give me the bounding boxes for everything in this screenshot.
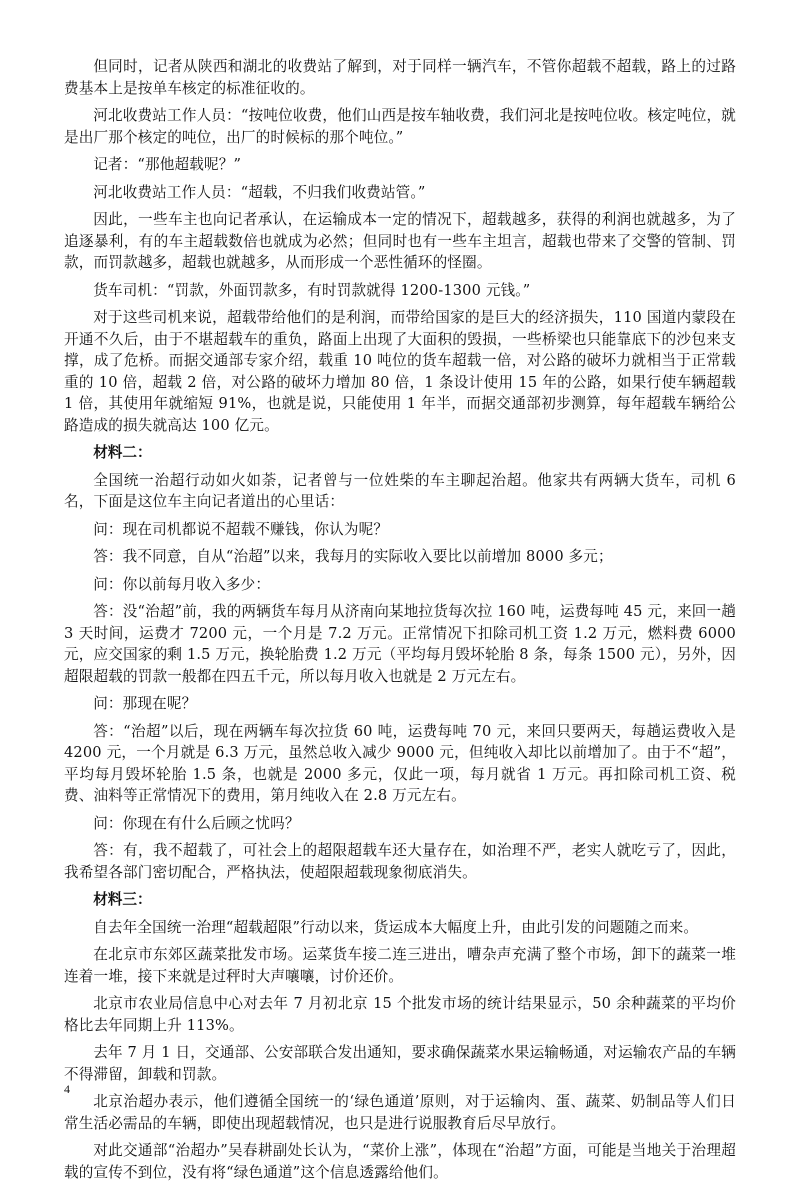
paragraph: 北京市农业局信息中心对去年 7 月初北京 15 个批发市场的统计结果显示，50 余种蔬菜的平均价格比去年同期上升 113%。 [64,995,736,1034]
page-number: 4 [64,1082,70,1096]
paragraph: 河北收费站工作人员：“按吨位收费，他们山西是按车轴收费，我们河北是按吨位收。核定吨位，就是出厂那个核定的吨位，出厂的时候标的那个吨位。” [64,107,736,146]
paragraph: 问：那现在呢？ [93,695,197,712]
paragraph: 在北京市东郊区蔬菜批发市场。运菜货车接二连三进出，嘈杂声充满了整个市场，卸下的蔬菜一堆连着一堆，接下来就是过秤时大声嚷嚷，讨价还价。 [64,946,736,985]
paragraph: 记者：“那他超载呢？” [93,156,242,173]
paragraph: 去年 7 月 1 日，交通部、公安部联合发出通知，要求确保蔬菜水果运输畅通，对运输农产品的车辆不得滞留，卸载和罚款。 [64,1044,736,1083]
paragraph: 答：没“治超”前，我的两辆货车每月从济南向某地拉货每次拉 160 吨，运费每吨 45 元，来回一趟 3 天时间，运费才 7200 元，一个月是 7.2 万元。正常情况下扣除司机工资 1.2 万元，燃料费 6000 元，应交国家的剩 1.5 万元，换轮胎费 1.2 万元（平均每月毁坏轮胎 8 条，每条 1500 元），另外，因超限超载的罚款一般都在四五千元，所以每月收入也就是 2 万元左右。 [64,603,736,685]
document-body [64,56,736,1189]
paragraph: 问：现在司机都说不超载不赚钱，你认为呢？ [93,520,389,538]
paragraph: 问：你现在有什么后顾之忧吗？ [93,814,300,832]
paragraph: 对此交通部“治超办”吴春耕副处长认为，“菜价上涨”，体现在“治超”方面，可能是当地关于治理超载的宣传不到位，没有将“绿色通道”这个信息透露给他们。 [64,1142,736,1181]
paragraph: 全国统一治超行动如火如荼，记者曾与一位姓柴的车主聊起治超。他家共有两辆大货车，司机 6 名，下面是这位车主向记者道出的心里话： [64,471,736,510]
paragraph: 问：你以前每月收入多少： [93,575,271,593]
paragraph: 答：有，我不超载了，可社会上的超限超载车还大量存在，如治理不严，老实人就吃亏了，因此，我希望各部门密切配合，严格执法，使超限超载现象彻底消失。 [64,842,736,881]
paragraph: 答：“治超”以后，现在两辆车每次拉货 60 吨，运费每吨 70 元，来回只要两天，每趟运费收入是 4200 元，一个月就是 6.3 万元，虽然总收入减少 9000 元，但纯收入却比以前增加了。由于不“超”，平均每月毁坏轮胎 1.5 条，也就是 2000 多元，仅此一项，每月就省 1 万元。再扣除司机工资、税费、油料等正常情况下的费用，第月纯收入在 2.8 万元左右。 [64,722,736,804]
section-heading: 材料二： [93,444,152,461]
paragraph: 因此，一些车主也向记者承认，在运输成本一定的情况下，超载越多，获得的利润也就越多，为了追逐暴利，有的车主超载数倍也就成为必然；但同时也有一些车主坦言，超载也带来了交警的管制、罚款，而罚款越多，超载也就越多，从而形成一个恶性循环的怪圈。 [64,211,736,271]
paragraph: 答：我不同意，自从“治超”以来，我每月的实际收入要比以前增加 8000 多元； [93,548,613,565]
paragraph: 北京治超办表示，他们遵循全国统一的‘绿色通道’原则，对于运输肉、蛋、蔬菜、奶制品等人们日常生活必需品的车辆，即使出现超载情况，也只是进行说服教育后尽早放行。 [64,1093,736,1132]
paragraph: 货车司机：“罚款，外面罚款多，有时罚款就得 1200-1300 元钱。” [93,281,531,299]
paragraph: 河北收费站工作人员：“超载，不归我们收费站管。” [93,183,426,201]
section-heading: 材料三： [93,891,152,908]
paragraph: 自去年全国统一治理“超载超限”行动以来，货运成本大幅度上升，由此引发的问题随之而来。 [93,918,699,936]
paragraph: 对于这些司机来说，超载带给他们的是利润，而带给国家的是巨大的经济损失，110 国道内蒙段在开通不久后，由于不堪超载车的重负，路面上出现了大面积的毁损，一些桥梁也只能靠底下的沙包来支撑，成了危桥。而据交通部专家介绍，载重 10 吨位的货车超载一倍，对公路的破坏力就相当于正常载重的 10 倍，超载 2 倍，对公路的破坏力增加 80 倍，1 条设计使用 15 年的公路，如果行使车辆超载 1 倍，其使用年就缩短 91%，也就是说，只能使用 1 年半，而据交通部初步测算，每年超载车辆给公路造成的损失就高达 100 亿元。 [64,309,736,434]
paragraph: 但同时，记者从陕西和湖北的收费站了解到，对于同样一辆汽车，不管你超载不超载，路上的过路费基本上是按单车核定的标准征收的。 [64,58,736,97]
